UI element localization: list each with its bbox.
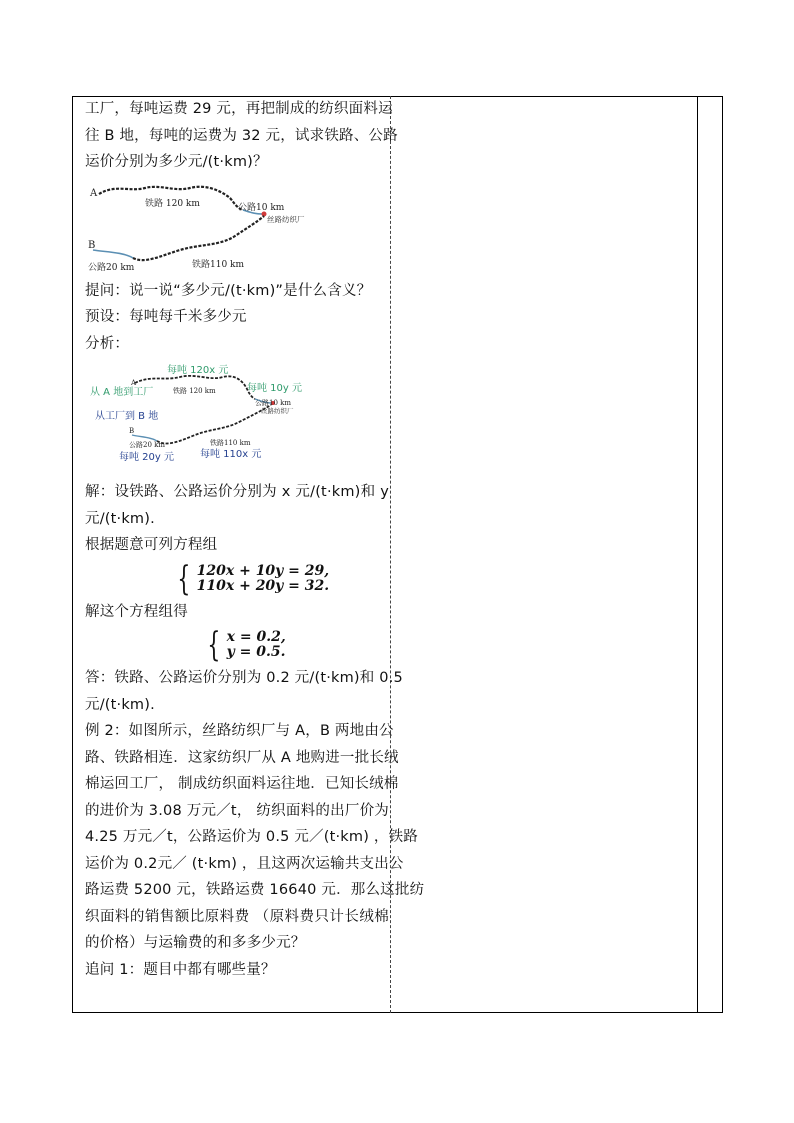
note-rail-a: 每吨 120x 元 [167,365,229,376]
solution-line-4: 解这个方程组得 [85,603,188,620]
follow-up-question: 追问 1：题目中都有哪些量？ [85,961,276,978]
example-line-3: 棉运回工厂， 制成纺织面料运往地．已知长绒棉 [85,776,399,792]
route-map-figure [85,176,305,276]
note-rail-b: 每吨 110x 元 [200,449,262,460]
example-line-5: 4.25 万元／t，公路运价为 0.5 元／(t·km) ，铁路 [85,829,418,845]
question-prompt: 提问：说一说“多少元/(t·km)”是什么含义？ [85,282,372,299]
map1-label-a: A [90,187,98,199]
map1-label-rail-b: 铁路110 km [192,259,245,270]
equation-system-2: { x = 0.2, y = 0.5. [207,625,286,665]
answer-line-1: 答：铁路、公路运价分别为 0.2 元/(t·km)和 0.5 [85,670,403,686]
problem-line-1: 工厂，每吨运费 29 元，再把制成的纺织面料运 [85,101,393,117]
map2-label-road-b: 公路20 km [129,441,166,449]
example-line-8: 织面料的销售额比原料费 （原料费只计长绒棉 [85,908,389,925]
map1-rail-b [133,216,264,260]
analysis-label: 分析： [85,335,130,352]
equation-1a: 120x + 10y = 29, [196,562,330,579]
map1-label-road-a: 公路10 km [238,202,285,213]
map2-label-factory: 丝路纺织厂 [261,407,294,415]
map2-label-rail-b: 铁路110 km [210,439,251,447]
map2-rail-b [157,405,271,443]
lesson-content [85,96,425,983]
answer-line-2: 元/(t·km). [85,696,155,713]
equation-system-1: { 120x + 10y = 29, 110x + 20y = 32. [177,558,330,599]
solution-line-1: 解：设铁路、公路运价分别为 x 元/(t·km)和 y [85,484,389,500]
map2-label-b: B [129,427,135,435]
note-road-a: 每吨 10y 元 [247,383,302,394]
map1-label-road-b: 公路20 km [88,262,135,273]
analysis-map-figure [85,357,325,477]
note-road-b: 每吨 20y 元 [119,452,174,463]
table-left-border [72,96,73,1013]
equation-2a: x = 0.2, [226,629,286,645]
table-right-border [722,96,723,1013]
equation-1b: 110x + 20y = 32. [196,577,330,594]
example-line-4: 的进价为 3.08 万元／t， 纺织面料的出厂价为 [85,802,389,819]
map2-label-a: A [131,379,137,387]
solution-line-3: 根据题意可列方程组 [85,537,218,553]
example-line-2: 路、铁路相连．这家纺织厂从 A 地购进一批长绒 [85,749,399,766]
example-line-7: 路运费 5200 元，铁路运费 16640 元．那么这批纺 [85,882,425,898]
problem-line-2: 往 B 地，每吨的运费为 32 元，试求铁路、公路 [85,127,398,144]
preset-answer: 预设：每吨每千米多少元 [85,309,247,325]
equation-2b: y = 0.5. [226,644,286,660]
map1-label-factory: 丝路纺织厂 [267,214,305,224]
problem-line-3: 运价分别为多少元/(t·km)？ [85,154,268,170]
column-divider-right [697,96,698,1013]
example-line-9: 的价格）与运输费的和多多少元？ [85,935,306,951]
map2-label-rail-a: 铁路 120 km [173,387,216,395]
map1-road-b [93,250,133,258]
map2-label-road-a: 公路10 km [255,399,292,407]
example-line-1: 例 2：如图所示，丝路纺织厂与 A，B 两地由公 [85,723,394,739]
solution-line-2: 元/(t·km). [85,510,155,527]
example-line-6: 运价为 0.2元／ (t·km) ，且这两次运输共支出公 [85,855,404,872]
column-divider [390,96,391,1013]
map1-label-b: B [88,239,96,251]
note-trip-a: 从 A 地到工厂 [90,387,154,398]
note-trip-b: 从工厂到 B 地 [95,411,159,422]
map1-label-rail-a: 铁路 120 km [145,198,200,209]
